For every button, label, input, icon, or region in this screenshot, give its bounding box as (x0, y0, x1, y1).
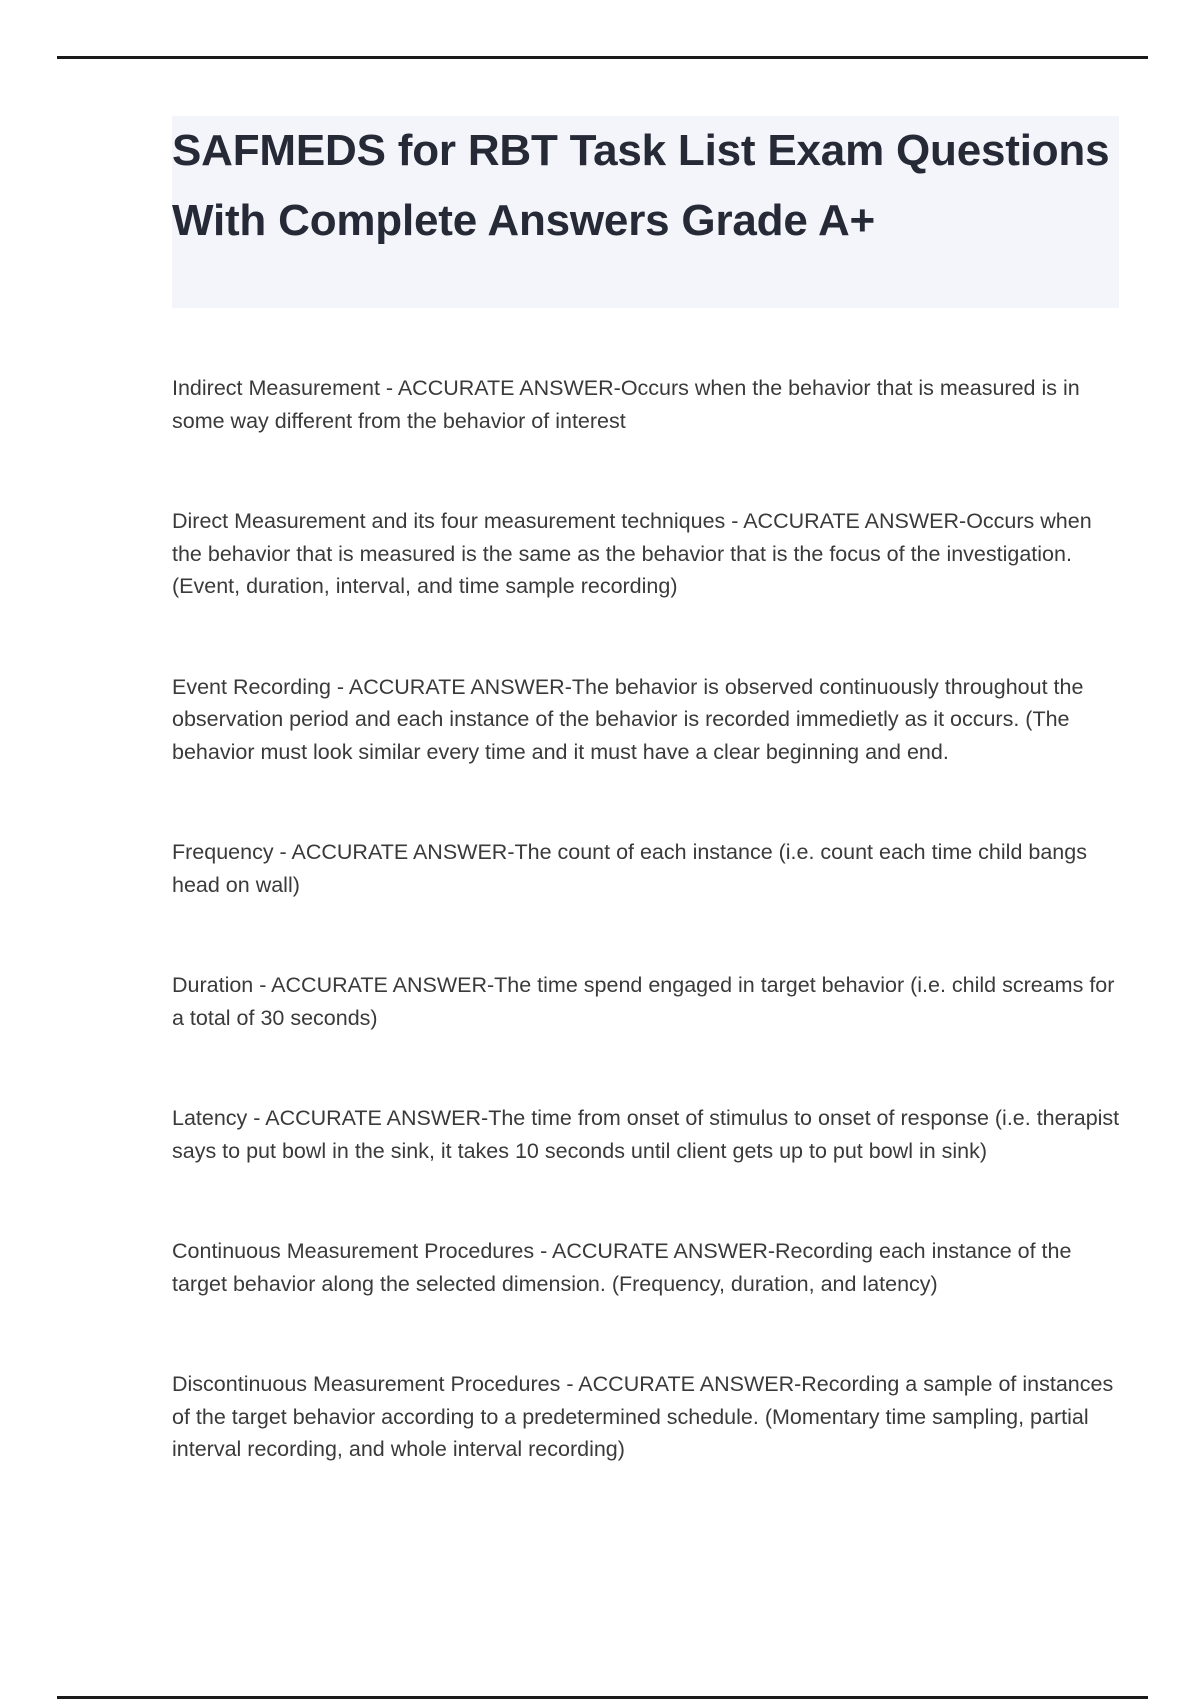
top-divider (57, 56, 1148, 59)
qa-entry: Discontinuous Measurement Procedures - ACCURATE ANSWER-Recording a sample of instances of the target behavior according to a predetermined schedule. (Momentary time sampling, partial interval recording, and whole interval recording) (172, 1372, 1114, 1461)
qa-entry: Duration - ACCURATE ANSWER-The time spend engaged in target behavior (i.e. child screams for a total of 30 seconds) (172, 973, 1115, 1030)
qa-entry: Continuous Measurement Procedures - ACCURATE ANSWER-Recording each instance of the target behavior along the selected dimension. (Frequency, duration, and latency) (172, 1239, 1072, 1296)
qa-entry: Frequency - ACCURATE ANSWER-The count of each instance (i.e. count each time child bangs head on wall) (172, 840, 1087, 897)
title-block (172, 116, 1119, 308)
qa-entry: Event Recording - ACCURATE ANSWER-The behavior is observed continuously throughout the observation period and each instance of the behavior is recorded immedietly as it occurs. (The behavior must look similar every time and it must have a clear beginning and end. (172, 674, 1084, 764)
qa-list (172, 372, 1122, 1534)
qa-entry: Latency - ACCURATE ANSWER-The time from onset of stimulus to onset of response (i.e. therapist says to put bowl in the sink, it takes 10 seconds until client gets up to put bowl in sink) (172, 1106, 1120, 1163)
qa-entry: Direct Measurement and its four measurement techniques - ACCURATE ANSWER-Occurs when the behavior that is measured is the same as the behavior that is the focus of the investigation. (Event, duration, interval, and time sample recording) (172, 509, 1092, 598)
document-title: SAFMEDS for RBT Task List Exam Questions With Complete Answers Grade A+ (172, 126, 1110, 245)
qa-entry: Indirect Measurement - ACCURATE ANSWER-Occurs when the behavior that is measured is in some way different from the behavior of interest (172, 376, 1080, 433)
bottom-divider (57, 1696, 1148, 1699)
